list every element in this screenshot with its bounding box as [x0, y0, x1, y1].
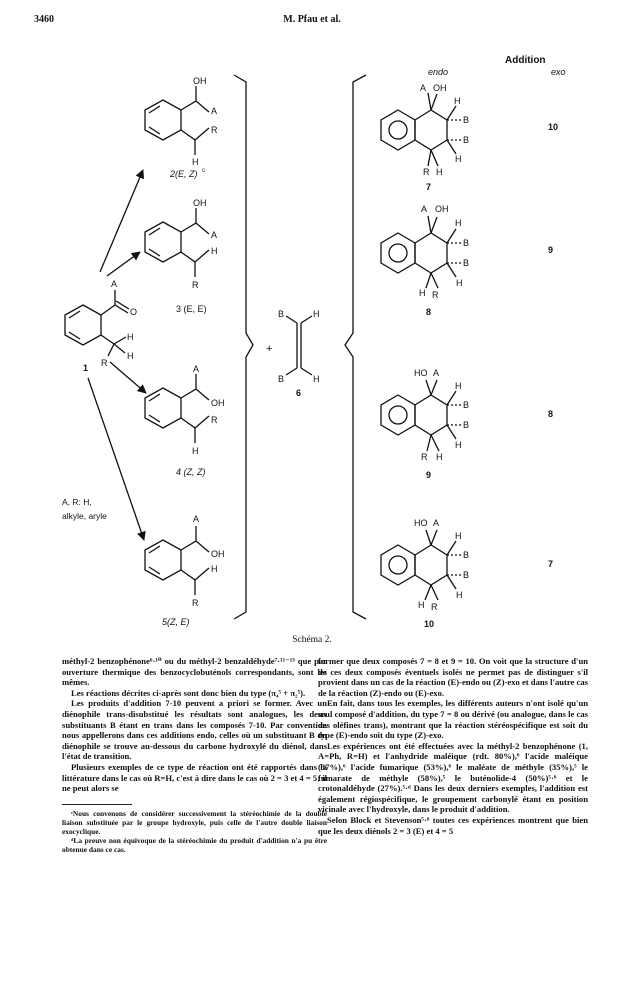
label-r: R [423, 167, 430, 177]
label-r: R [421, 452, 428, 462]
structure-compound-5 [145, 514, 225, 608]
structure-compound-1 [65, 279, 137, 368]
label-h: H [313, 309, 320, 319]
label-a: A [193, 514, 200, 524]
addition-heading: Addition [505, 55, 546, 66]
label-h: H [455, 440, 462, 450]
label-b: B [463, 238, 470, 248]
left-bracket [234, 75, 253, 619]
label-r: R [101, 358, 108, 368]
label-b: B [463, 400, 470, 410]
structure-compound-3 [145, 198, 218, 290]
label-a: A [433, 368, 440, 378]
label-h: H [192, 157, 199, 167]
label-r: R [192, 598, 199, 608]
paragraph: former que deux composés 7 = 8 et 9 = 10. On voit que la structure d'un de ces deux composés éventuels isolés ne permet pas de distinguer s'il provient dans un cas de la réaction (E)-endo ou (Z)-exo et dans l'autre cas de la réaction (Z)-endo ou (E)-exo. [318, 656, 588, 698]
label-h: H [455, 381, 462, 391]
endo-heading: endo [428, 67, 449, 77]
label-oh: OH [193, 198, 207, 208]
product-row1-endo-label: 7 [426, 182, 432, 192]
label-h: H [419, 288, 426, 298]
label-r: R [432, 290, 439, 300]
label-h: H [455, 531, 462, 541]
page-number: 3460 [34, 14, 54, 25]
right-bracket [345, 75, 366, 619]
text-column-right [318, 656, 588, 836]
label-h: H [454, 96, 461, 106]
label-a: A [433, 518, 440, 528]
arrow-to-2 [100, 170, 143, 272]
product-row1-exo-label: 10 [548, 122, 559, 132]
label-r: R [431, 602, 438, 612]
label-a: A [211, 230, 218, 240]
label-h: H [455, 154, 462, 164]
label-h: H [127, 351, 134, 361]
product-row2-endo-label: 8 [426, 307, 432, 317]
label-h: H [192, 446, 199, 456]
label-h: H [127, 332, 134, 342]
product-row4-endo-label: 10 [424, 619, 435, 629]
label-b: B [278, 309, 285, 319]
label-h: H [211, 246, 218, 256]
paragraph: Plusieurs exemples de ce type de réaction ont été rapportés dans la littérature dans le cas où R=H, c'est à dire dans le cas où 2 = 3 et 4 = 5; il ne peut alors se [62, 761, 327, 794]
label-a: A [420, 83, 427, 93]
paragraph: Selon Block et Stevenson⁵·⁶ toutes ces expériences montrent que bien que les deux diénols 2 = 3 (E) et 4 = 5 [318, 814, 588, 836]
label-oh: OH [435, 204, 449, 214]
label-h: H [436, 167, 443, 177]
arrow-to-4 [110, 362, 146, 393]
label-h: H [436, 452, 443, 462]
label-ho: HO [414, 518, 428, 528]
product-row4-exo-label: 7 [548, 559, 554, 569]
label-a: A [193, 364, 200, 374]
compound-5-label: 5(Z, E) [162, 617, 190, 627]
label-h: H [455, 218, 462, 228]
structure-product-8 [381, 204, 469, 300]
paragraph: Les produits d'addition 7-10 peuvent a priori se former. Avec un diénophile trans-disubstitué les résultats sont analogues, les deux substituants B étant en trans dans les composés 7-10. Par convention nous appellerons dans ces additions endo, celles où un substituant B du diénophile se trouve au-dessous du carbone hydroxylé du diénol, dans l'état de transition. [62, 698, 327, 762]
compound-3-label: 3 (E, E) [176, 304, 207, 314]
exo-heading: exo [551, 67, 566, 77]
paragraph: méthyl-2 benzophénone⁶·¹⁰ ou du méthyl-2 benzaldéhyde⁷·¹¹⁻¹³ que par ouverture thermique des benzocyclobuténols correspondants, sont les mêmes. [62, 656, 327, 688]
label-a: A [421, 204, 428, 214]
label-h: H [211, 564, 218, 574]
structure-compound-2 [145, 76, 218, 167]
paragraph: En fait, dans tous les exemples, les différents auteurs n'ont isolé qu'un seul composé d'addition, du type 7 = 8 ou dérivé (ou analogue, dans le cas des oléfines trans), montrant que la réaction stéréospécifique est soit du type (E)-endo soit du type (Z)-exo. [318, 698, 588, 741]
footnote: ᶜNous convenons de considérer successivement la stéréochimie de la double liaison substituée par le groupe hydroxyle, puis celle de l'autre double liaison exocyclique. [62, 808, 327, 836]
structure-dienophile-6 [278, 309, 320, 384]
product-row3-exo-label: 8 [548, 409, 554, 419]
label-a: A [111, 279, 118, 289]
label-h: H [456, 590, 463, 600]
label-a: A [211, 106, 218, 116]
paragraph: Les expériences ont été effectuées avec la méthyl-2 benzophénone (1, A=Ph, R=H) et l'anhydride maléique (rdt. 80%),⁶ l'acide maléique (37%),⁶ l'acide fumarique (53%),⁶ le maléate de méthyle (35%),⁵ le fumarate de méthyle (58%),⁵ le buténolide-4 (50%)⁵·⁶ et le crotonaldéhyde (27%).⁵·ᵈ Dans les deux derniers exemples, l'addition est également régiospécifique, le groupement carbonylé étant en position vicinale avec l'hydroxyle, dans le produit d'addition. [318, 740, 588, 815]
label-r: R [211, 125, 218, 135]
compound-2-footnote-mark: c [202, 168, 205, 174]
label-h: H [456, 278, 463, 288]
label-oh: OH [211, 549, 225, 559]
label-h: H [418, 600, 425, 610]
label-b: B [463, 135, 470, 145]
label-r: R [192, 280, 199, 290]
paragraph: Les réactions décrites ci-après sont donc bien du type (π₄⁵ + π₂⁵). [71, 687, 306, 698]
footnote: ᵈLa preuve non équivoque de la stéréochimie du produit d'addition n'a pu être obtenue dans ce cas. [62, 835, 327, 854]
running-head-authors: M. Pfau et al. [283, 14, 341, 25]
structure-product-7 [381, 83, 469, 177]
label-oh: OH [211, 398, 225, 408]
substituent-note-line1: A, R: H, [62, 497, 92, 507]
arrow-to-3 [107, 252, 140, 276]
label-ho: HO [414, 368, 428, 378]
footnote-rule [62, 804, 132, 805]
product-row3-endo-label: 9 [426, 470, 432, 480]
scheme-caption: Schéma 2. [292, 635, 332, 645]
structure-product-9 [381, 368, 469, 462]
plus-sign: + [266, 343, 273, 355]
label-b: B [463, 570, 470, 580]
label-b: B [463, 115, 470, 125]
label-h: H [313, 374, 320, 384]
compound-2-label: 2(E, Z) [170, 169, 198, 179]
label-b: B [463, 420, 470, 430]
label-b: B [463, 258, 470, 268]
label-b: B [278, 374, 285, 384]
text-column-left [62, 656, 327, 854]
substituent-note-line2: alkyle, aryle [62, 511, 107, 521]
label-oh: OH [433, 83, 447, 93]
compound-4-label: 4 (Z, Z) [176, 467, 206, 477]
label-oh: OH [193, 76, 207, 86]
compound-1-label: 1 [83, 363, 89, 373]
label-b: B [463, 550, 470, 560]
product-row2-exo-label: 9 [548, 245, 554, 255]
label-r: R [211, 415, 218, 425]
structure-compound-4 [145, 364, 225, 456]
label-o: O [130, 307, 138, 317]
structure-product-10 [381, 518, 469, 612]
dienophile-label: 6 [296, 388, 302, 398]
